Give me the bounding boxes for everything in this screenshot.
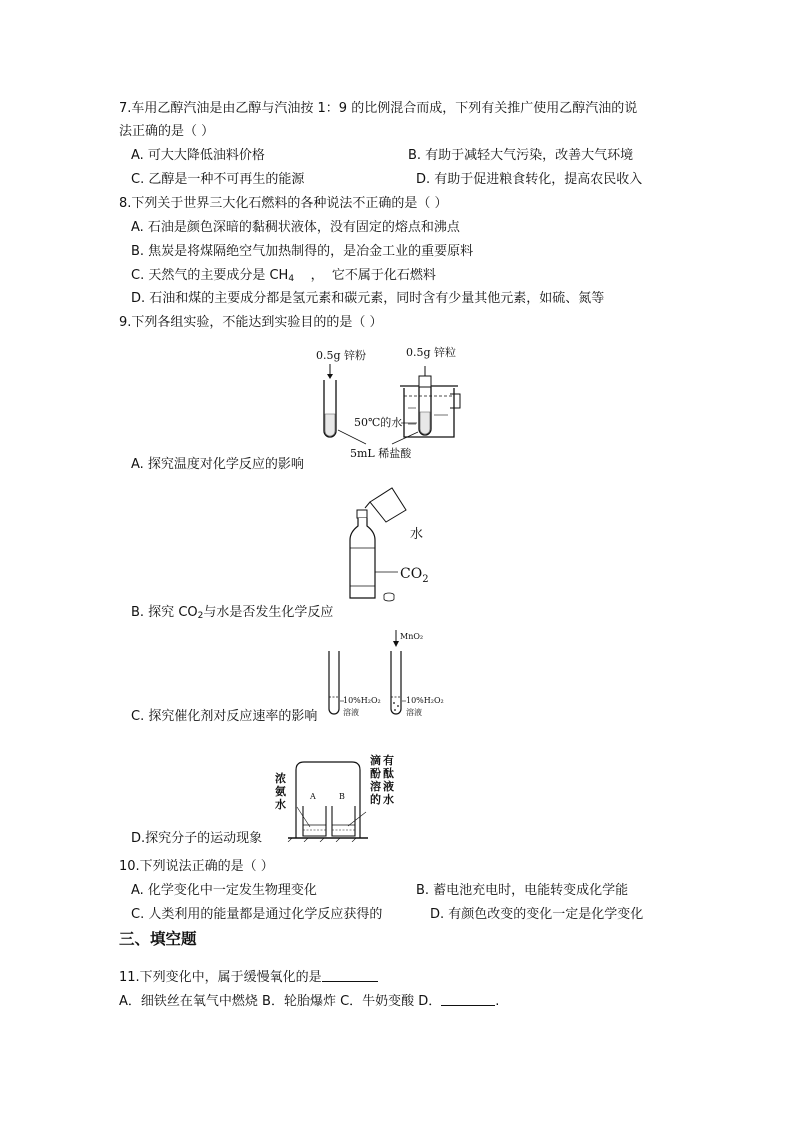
figc-bubble [397, 705, 399, 707]
figure-c-catalyst-experiment [322, 627, 452, 722]
figa-arrowhead-left [327, 374, 333, 379]
q11-stem [119, 969, 378, 986]
figa-label-acid: 5mL 稀盐酸 [350, 447, 412, 460]
q11-options-text: A．细铁丝在氧气中燃烧 B．轮胎爆炸 C．牛奶变酸 D． [119, 994, 442, 1009]
figc-bubble [394, 709, 396, 711]
figd-label-left-2: 氨 [275, 785, 286, 798]
figd-label-left-1: 浓 [275, 772, 286, 785]
figb-beaker-lip [365, 502, 370, 508]
q11-stem-text: 11.下列变化中，属于缓慢氧化的是 [119, 970, 322, 985]
q9-option-a: A. 探究温度对化学反应的影响 [131, 457, 304, 472]
q8-option-c-post: ， 它不属于化石燃料 [294, 268, 436, 283]
q8-stem: 8.下列关于世界三大化石燃料的各种说法不正确的是（ ） [119, 196, 448, 211]
figb-label-water: 水 [410, 527, 424, 542]
figa-left-acid [325, 414, 335, 436]
q9-option-b [131, 605, 333, 624]
figc-label-left2: 溶液 [343, 708, 359, 717]
figa-label-zinc-powder: 0.5g 锌粉 [316, 349, 367, 362]
q10-stem: 10.下列说法正确的是（ ） [119, 859, 274, 874]
q10-option-c: C. 人类利用的能量都是通过化学反应获得的 [131, 907, 383, 922]
q10-option-d: D. 有颜色改变的变化一定是化学变化 [430, 907, 644, 922]
q8-option-c [131, 268, 436, 287]
figd-label-left-3: 水 [275, 798, 286, 811]
figd-label-right-b4: 水 [383, 793, 394, 806]
figure-a-zinc-experiment [300, 340, 470, 465]
figc-arrowhead [393, 641, 399, 647]
figd-label-right-a1: 滴 [370, 754, 381, 767]
figb-bottle-cap [357, 510, 367, 518]
q11-end: . [495, 994, 500, 1009]
q8-option-c-pre: C. 天然气的主要成分是 CH [131, 268, 289, 283]
q11-option-d-blank[interactable] [441, 993, 495, 1006]
figd-label-right-b2: 酞 [383, 767, 394, 780]
figc-label-mno2: MnO₂ [400, 632, 424, 641]
figd-label-a: A [310, 792, 316, 801]
q10-option-a: A. 化学变化中一定发生物理变化 [131, 883, 317, 898]
q7-stem-line2: 法正确的是（ ） [119, 124, 215, 139]
q11-options [119, 993, 499, 1010]
q7-option-b: B. 有助于减轻大气污染，改善大气环境 [408, 148, 634, 163]
q7-option-c: C. 乙醇是一种不可再生的能源 [131, 172, 305, 187]
q9-option-c: C. 探究催化剂对反应速率的影响 [131, 709, 318, 724]
q9-option-b-pre: B. 探究 CO [131, 605, 198, 620]
figa-pointer [338, 430, 366, 444]
q8-option-a: A. 石油是颜色深暗的黏稠状液体，没有固定的熔点和沸点 [131, 220, 460, 235]
q7-option-a: A. 可大大降低油料价格 [131, 148, 265, 163]
figd-beaker-b [332, 806, 355, 836]
q9-option-d: D.探究分子的运动现象 [131, 831, 263, 846]
section-title: 三、填空题 [119, 930, 197, 948]
figa-right-acid [420, 412, 430, 434]
q9-stem: 9.下列各组实验，不能达到实验目的的是（ ） [119, 315, 383, 330]
figa-label-water: 50℃的水 [354, 416, 403, 429]
figa-stopper [419, 376, 431, 387]
figc-right-tube [391, 651, 401, 714]
q8-option-b: B. 焦炭是将煤隔绝空气加热制得的，是冶金工业的重要原料 [131, 244, 474, 259]
figd-label-right-a2: 酚 [370, 767, 381, 780]
figure-d-molecule-experiment [270, 752, 420, 842]
figb-small-cap-side [384, 595, 394, 601]
figd-pointer-right [348, 812, 366, 826]
figb-pouring-beaker [370, 488, 406, 522]
figc-label-left: 10%H₂O₂ [343, 696, 381, 705]
figd-label-right-a3: 溶 [370, 780, 381, 793]
figc-bubble [393, 702, 395, 704]
q10-option-b: B. 蓄电池充电时，电能转变成化学能 [416, 883, 629, 898]
q9-option-b-post: 与水是否发生化学反应 [203, 605, 334, 620]
figd-label-right-a4: 的 [370, 793, 381, 806]
q7-option-d: D. 有助于促进粮食转化，提高农民收入 [416, 172, 643, 187]
figd-label-right-b3: 液 [383, 780, 394, 793]
figc-left-tube [329, 651, 339, 714]
figb-label-co2: $CO_2$ [400, 566, 429, 585]
figa-pointer [392, 432, 418, 444]
figd-bell-jar [296, 762, 360, 838]
figa-label-zinc-granule: 0.5g 锌粒 [406, 346, 457, 359]
q8-option-d: D. 石油和煤的主要成分都是氢元素和碳元素，同时含有少量其他元素，如硫、氮等 [131, 291, 605, 306]
figd-label-b: B [339, 792, 345, 801]
q8-option-c-sub: 4 [288, 274, 295, 284]
q7-stem-line1: 7.车用乙醇汽油是由乙醇与汽油按 1：9 的比例混合而成，下列有关推广使用乙醇汽油的说 [119, 101, 638, 116]
figc-label-right2: 溶液 [406, 708, 422, 717]
q11-answer-blank[interactable] [322, 969, 378, 982]
figd-label-right-b1: 有 [383, 754, 394, 767]
q9-option-b-sub: 2 [197, 611, 204, 621]
figure-b-bottle-experiment [340, 486, 445, 604]
figc-label-right: 10%H₂O₂ [406, 696, 444, 705]
